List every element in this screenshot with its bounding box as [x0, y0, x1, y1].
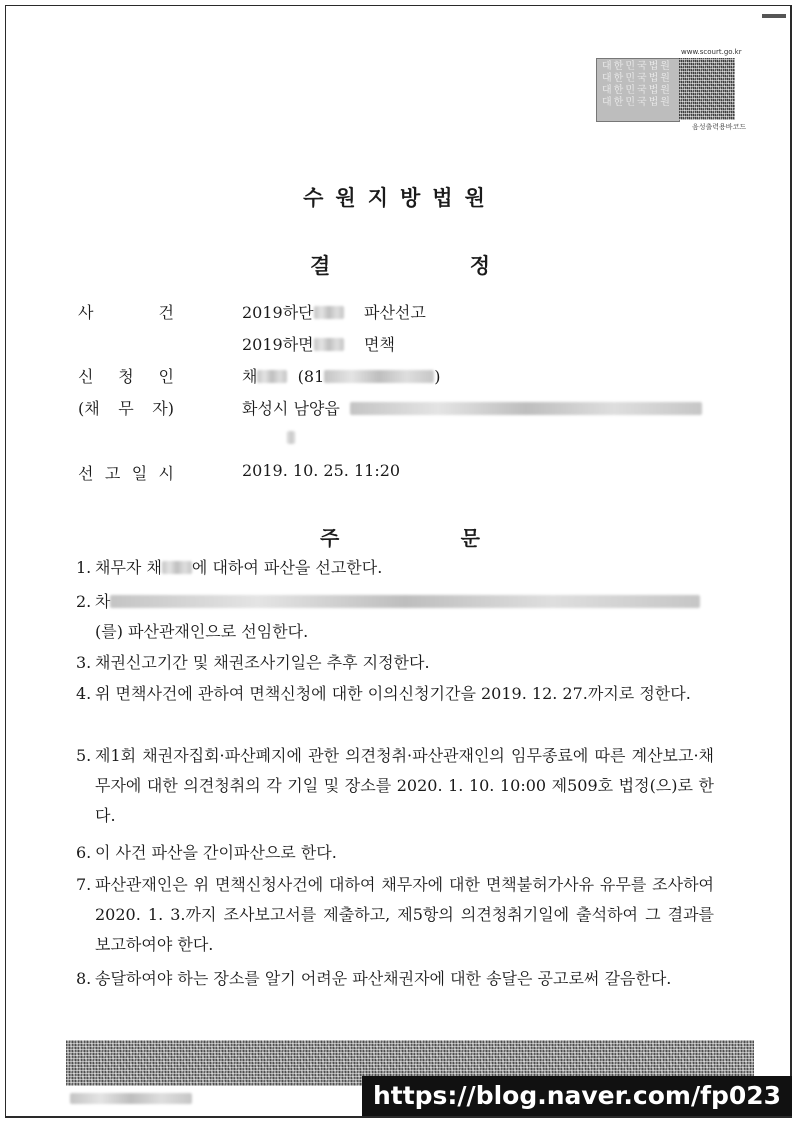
redacted-text [350, 402, 702, 415]
document-title [310, 250, 490, 280]
item-text: 위 면책사건에 관하여 면책신청에 대한 이의신청기간을 2019. 12. 27.까지로 정한다. [95, 684, 691, 703]
redacted-text [324, 370, 434, 383]
item-number: 1. [76, 558, 92, 577]
item-number: 6. [76, 843, 92, 862]
item-text: 이 사건 파산을 간이파산으로 한다. [95, 843, 337, 862]
label-char: 고 [104, 464, 121, 483]
item-text: 차 [95, 592, 111, 611]
label-char: 자) [152, 399, 174, 418]
applicant-id-close: ) [434, 367, 441, 386]
barcode-caption: 음성출력용바코드 [692, 123, 747, 131]
item-text: 송달하여야 하는 장소를 알기 어려운 파산채권자에 대한 송달은 공고로써 갈음한다. [95, 969, 672, 988]
case-type-text: 파산선고 [363, 303, 426, 322]
item-number: 7. [76, 875, 92, 894]
court-seal-area [594, 48, 747, 131]
item-text: (를) 파산관재인으로 선임한다. [95, 622, 309, 641]
case-number-2 [242, 332, 395, 355]
case-number-text: 2019하단 [242, 303, 314, 322]
redacted-text [162, 561, 192, 574]
redacted-text [287, 431, 295, 444]
redacted-text [314, 306, 344, 319]
order-title [320, 522, 480, 551]
item-number: 2. [76, 592, 92, 611]
court-name: 수원지방법원 [303, 186, 497, 210]
redacted-text [314, 338, 344, 351]
redacted-text [110, 595, 700, 608]
redacted-footer [70, 1093, 192, 1104]
date-label [78, 461, 174, 484]
label-char: (채 [78, 399, 100, 418]
label-char: 청 [118, 367, 134, 386]
court-seal-stamp [596, 58, 680, 122]
order-item-7 [76, 870, 714, 960]
item-number: 8. [76, 969, 92, 988]
sentence-date: 2019. 10. 25. 11:20 [242, 461, 401, 480]
title-char: 정 [469, 254, 490, 278]
order-item-8 [76, 964, 714, 994]
title-char: 주 [320, 526, 340, 550]
item-number: 4. [76, 684, 92, 703]
item-text: 제1회 채권자집회·파산폐지에 관한 의견청취·파산관재인의 임무종료에 따른 계산보고·채무자에 대한 의견청취의 각 기일 및 장소를 2020. 1. 10. 10:00 제509호 법정(으)로 한다. [95, 746, 714, 825]
case-number-text: 2019하면 [242, 335, 314, 354]
blog-watermark: https://blog.naver.com/fp023 [362, 1076, 792, 1116]
applicant-value [242, 364, 441, 387]
applicant-name: 채 [242, 367, 258, 386]
order-item-6 [76, 838, 714, 868]
label-char: 신 [78, 367, 94, 386]
item-number: 3. [76, 653, 92, 672]
corner-mark [762, 14, 786, 18]
debtor-address-text: 화성시 남양읍 [242, 399, 340, 418]
item-text: 파산관재인은 위 면책신청사건에 대하여 채무자에 대한 면책불허가사유 유무를 조사하여 2020. 1. 3.까지 조사보고서를 제출하고, 제5항의 의견청취기일에 출석하여 그 결과를 보고하여야 한다. [95, 875, 714, 954]
redacted-text [257, 370, 287, 383]
seal-url: www.scourt.go.kr [681, 48, 742, 56]
label-char: 무 [118, 399, 134, 418]
label-char: 선 [78, 464, 94, 483]
order-item-4 [76, 679, 714, 709]
applicant-label [78, 364, 174, 387]
debtor-address-cont [287, 428, 295, 447]
item-text: 채무자 채 [95, 558, 162, 577]
seal-line: 대한민국법원 [602, 97, 672, 108]
label-char: 사 [78, 303, 94, 322]
audio-barcode [679, 58, 735, 120]
title-char: 결 [310, 254, 331, 278]
seal-line: 대한민국법원 [602, 85, 672, 96]
order-item-2 [76, 587, 714, 647]
order-item-1 [76, 553, 714, 583]
debtor-label [78, 396, 174, 419]
seal-line: 대한민국법원 [602, 61, 672, 72]
label-char: 일 [131, 464, 148, 483]
item-text: 에 대하여 파산을 선고한다. [191, 558, 383, 577]
label-char: 건 [158, 303, 174, 322]
order-item-3 [76, 648, 714, 678]
item-number: 5. [76, 746, 92, 765]
item-text: 채권신고기간 및 채권조사기일은 추후 지정한다. [95, 653, 430, 672]
label-char: 인 [158, 367, 174, 386]
applicant-id: (81 [297, 367, 325, 386]
label-char: 시 [158, 464, 174, 483]
seal-line: 대한민국법원 [602, 73, 672, 84]
debtor-address [242, 396, 702, 419]
case-label [78, 300, 174, 323]
case-type-text: 면책 [363, 335, 395, 354]
title-char: 문 [460, 526, 480, 550]
order-item-5 [76, 741, 714, 831]
case-number-1 [242, 300, 426, 323]
